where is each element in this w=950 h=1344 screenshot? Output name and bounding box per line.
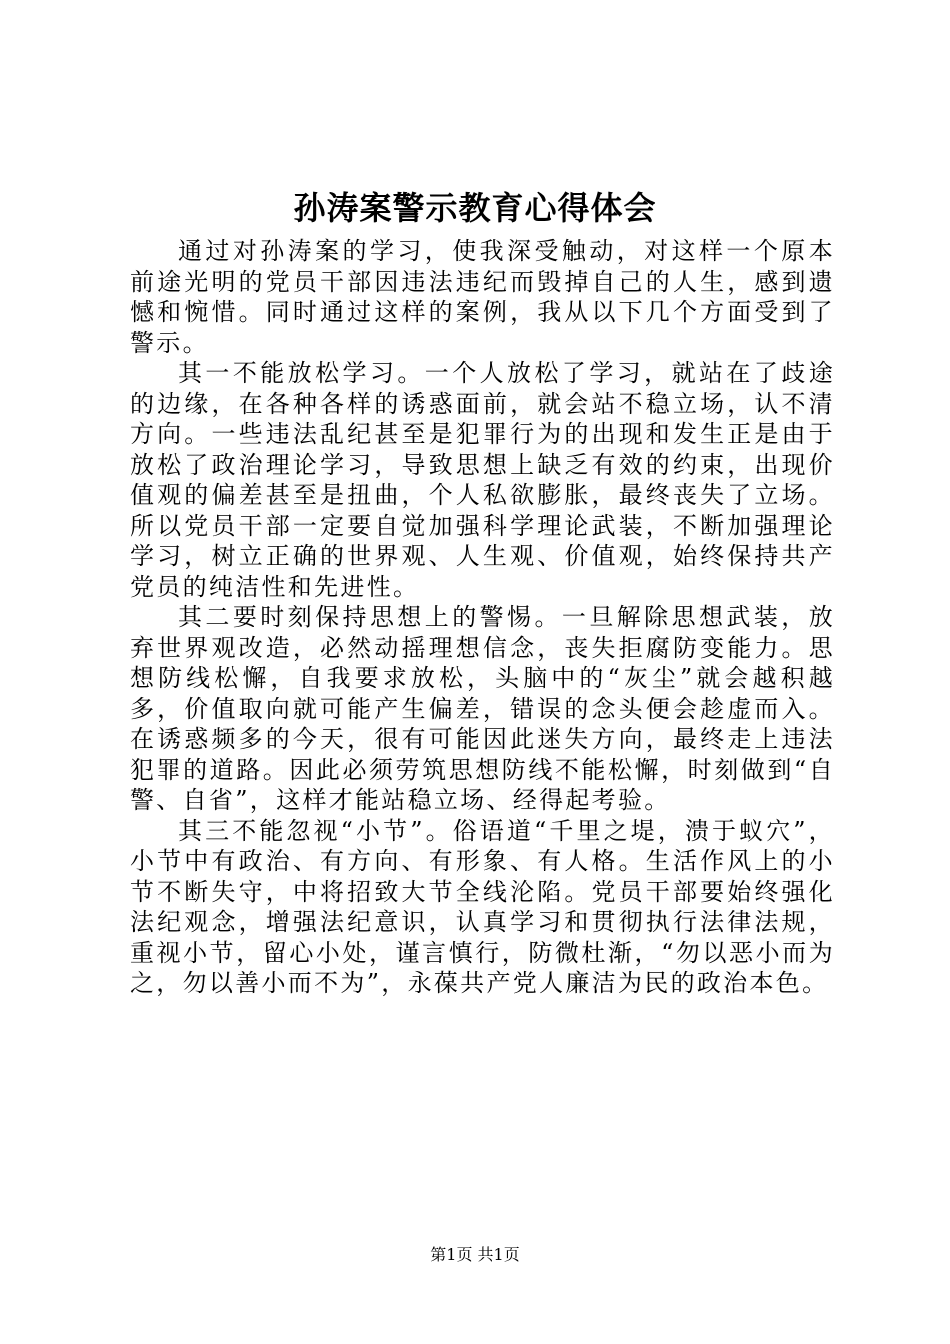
document-body	[130, 236, 835, 999]
page-footer: 第1页 共1页	[430, 1245, 520, 1264]
paragraph-point-three: 其三不能忽视“小节”。俗语道“千里之堤，溃于蚁穴”，小节中有政治、有方向、有形象、有人格。生活作风上的小节不断失守，中将招致大节全线沦陷。党员干部要始终强化法纪观念，增强法纪意识，认真学习和贯彻执行法律法规，重视小节，留心小处，谨言慎行，防微杜渐，“勿以恶小而为之，勿以善小而不为”，永葆共产党人廉洁为民的政治本色。	[130, 816, 835, 997]
document-title: 孙涛案警示教育心得体会	[293, 189, 657, 227]
paragraph-point-two: 其二要时刻保持思想上的警惕。一旦解除思想武装，放弃世界观改造，必然动摇理想信念，丧失拒腐防变能力。思想防线松懈，自我要求放松，头脑中的“灰尘”就会越积越多，价值取向就可能产生偏差，错误的念头便会趁虚而入。在诱惑频多的今天，很有可能因此迷失方向，最终走上违法犯罪的道路。因此必须劳筑思想防线不能松懈，时刻做到“自警、自省”，这样才能站稳立场、经得起考验。	[130, 603, 835, 814]
paragraph-intro: 通过对孙涛案的学习，使我深受触动，对这样一个原本前途光明的党员干部因违法违纪而毁掉自己的人生，感到遗憾和惋惜。同时通过这样的案例，我从以下几个方面受到了警示。	[130, 237, 835, 357]
paragraph-point-one: 其一不能放松学习。一个人放松了学习，就站在了歧途的边缘，在各种各样的诱惑面前，就会站不稳立场，认不清方向。一些违法乱纪甚至是犯罪行为的出现和发生正是由于放松了政治理论学习，导致思想上缺乏有效的约束，出现价值观的偏差甚至是扭曲，个人私欲膨胀，最终丧失了立场。所以党员干部一定要自觉加强科学理论武装，不断加强理论学习，树立正确的世界观、人生观、价值观，始终保持共产党员的纯洁性和先进性。	[130, 359, 835, 601]
